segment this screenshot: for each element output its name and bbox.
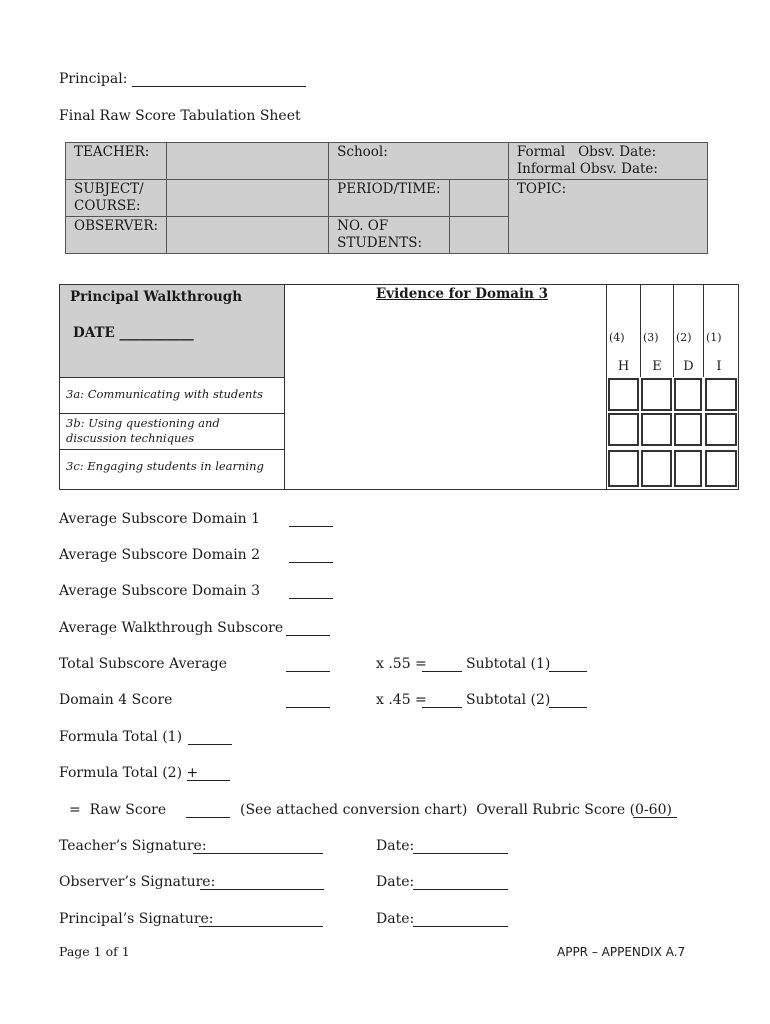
total-subscore-label: Total Subscore Average: [59, 656, 228, 672]
walkthrough-header: [60, 285, 285, 378]
principal-signature-label: Principal’s Signature:: [59, 911, 214, 927]
school-label: School:: [329, 143, 509, 180]
avg-domain-3-input[interactable]: [289, 584, 333, 599]
teacher-date-label: Date:: [376, 838, 415, 854]
formula-total-2-input[interactable]: [187, 766, 230, 781]
observer-signature-input[interactable]: [200, 875, 324, 890]
subtotal-1-input[interactable]: [549, 657, 587, 672]
total-subscore-input[interactable]: [286, 657, 330, 672]
overall-rubric-input[interactable]: [633, 803, 677, 818]
raw-score-label: = Raw Score: [69, 802, 167, 818]
score-box-3a-d[interactable]: [674, 378, 702, 411]
subject-label: [66, 180, 167, 217]
observer-field[interactable]: [167, 217, 329, 254]
avg-domain-2-input[interactable]: [289, 548, 333, 563]
formula-total-1-label: Formula Total (1): [59, 729, 183, 745]
row-3c: [60, 449, 285, 489]
domain-4-input[interactable]: [286, 693, 330, 708]
mult-45-label: x .45 =: [376, 692, 427, 708]
walkthrough-title: Principal Walkthrough: [70, 289, 243, 305]
row-3a-label: 3a: Communicating with students: [66, 387, 263, 401]
page-number: Page 1 of 1: [59, 944, 130, 959]
principal-date-label: Date:: [376, 911, 415, 927]
row-3c-label: 3c: Engaging students in learning: [66, 459, 264, 473]
observer-date-input[interactable]: [413, 875, 508, 890]
sheet-title: Final Raw Score Tabulation Sheet: [59, 108, 301, 124]
score-num-2: (2): [676, 331, 692, 344]
row-3b-label: [66, 416, 220, 446]
teacher-label: TEACHER:: [66, 143, 167, 180]
score-box-3a-i[interactable]: [705, 378, 737, 411]
row-3a: [60, 377, 285, 414]
row-3b-label-line1: 3b: Using questioning and: [66, 416, 220, 430]
subtotal-2-input[interactable]: [549, 693, 587, 708]
topic-label: TOPIC:: [508, 180, 707, 254]
row-3b-label-line2: discussion techniques: [66, 431, 195, 445]
period-label: PERIOD/TIME:: [329, 180, 449, 217]
score-letter-h: H: [617, 359, 630, 374]
appendix-label: APPR – APPENDIX A.7: [557, 945, 686, 959]
teacher-signature-label: Teacher’s Signature:: [59, 838, 207, 854]
mult-55-label: x .55 =: [376, 656, 427, 672]
teacher-date-input[interactable]: [413, 839, 508, 854]
score-box-3b-i[interactable]: [705, 413, 737, 446]
students-field[interactable]: [449, 217, 508, 254]
score-box-3c-h[interactable]: [608, 450, 639, 487]
principal-input[interactable]: [132, 72, 306, 87]
subject-label-line2: COURSE:: [74, 198, 141, 214]
domain-4-label: Domain 4 Score: [59, 692, 173, 708]
walkthrough-table: [59, 284, 739, 490]
principal-label: Principal:: [59, 71, 128, 87]
observer-date-label: Date:: [376, 874, 415, 890]
obsv-dates-cell: [508, 143, 707, 180]
students-label: [329, 217, 449, 254]
score-num-1: (1): [706, 331, 722, 344]
subject-label-line1: SUBJECT/: [74, 181, 144, 197]
score-letter-i: I: [716, 359, 722, 374]
conversion-note: (See attached conversion chart) Overall Rubric Score (0-60): [240, 802, 672, 818]
raw-score-input[interactable]: [186, 803, 230, 818]
info-table: [65, 142, 708, 254]
formal-date-label: Formal Obsv. Date:: [516, 144, 657, 160]
avg-domain-2-label: Average Subscore Domain 2: [59, 547, 261, 563]
mult-45-input[interactable]: [422, 693, 462, 708]
avg-walkthrough-input[interactable]: [286, 621, 330, 636]
observer-label: OBSERVER:: [66, 217, 167, 254]
formula-total-1-input[interactable]: [188, 730, 232, 745]
score-box-3b-d[interactable]: [674, 413, 702, 446]
score-box-3b-e[interactable]: [641, 413, 672, 446]
row-3b: [60, 413, 285, 450]
principal-date-input[interactable]: [413, 912, 508, 927]
subject-field[interactable]: [167, 180, 329, 217]
subtotal-1-label: Subtotal (1): [466, 656, 551, 672]
score-box-3c-e[interactable]: [641, 450, 672, 487]
evidence-title: Evidence for Domain 3: [376, 286, 549, 302]
teacher-signature-input[interactable]: [193, 839, 323, 854]
subtotal-2-label: Subtotal (2): [466, 692, 551, 708]
score-box-3b-h[interactable]: [608, 413, 639, 446]
avg-domain-1-input[interactable]: [289, 512, 333, 527]
evidence-textarea[interactable]: [290, 307, 604, 486]
score-box-3a-h[interactable]: [608, 378, 639, 411]
score-num-4: (4): [609, 331, 625, 344]
formula-total-2-label: Formula Total (2) +: [59, 765, 199, 781]
score-col-divider: [606, 285, 607, 489]
score-box-3c-d[interactable]: [674, 450, 702, 487]
score-letter-e: E: [652, 359, 662, 374]
score-letter-d: D: [683, 359, 694, 374]
mult-55-input[interactable]: [422, 657, 462, 672]
score-box-3a-e[interactable]: [641, 378, 672, 411]
avg-domain-1-label: Average Subscore Domain 1: [59, 511, 261, 527]
principal-signature-input[interactable]: [199, 912, 323, 927]
students-label-line1: NO. OF: [337, 218, 389, 234]
informal-date-label: Informal Obsv. Date:: [516, 161, 658, 177]
avg-domain-3-label: Average Subscore Domain 3: [59, 583, 261, 599]
score-num-3: (3): [643, 331, 659, 344]
avg-walkthrough-label: Average Walkthrough Subscore: [59, 620, 284, 636]
walkthrough-date-label: DATE ___________: [73, 325, 194, 341]
principal-line: [59, 71, 306, 87]
score-box-3c-i[interactable]: [705, 450, 737, 487]
teacher-field[interactable]: [167, 143, 329, 180]
period-field[interactable]: [449, 180, 508, 217]
observer-signature-label: Observer’s Signature:: [59, 874, 216, 890]
students-label-line2: STUDENTS:: [337, 235, 423, 251]
